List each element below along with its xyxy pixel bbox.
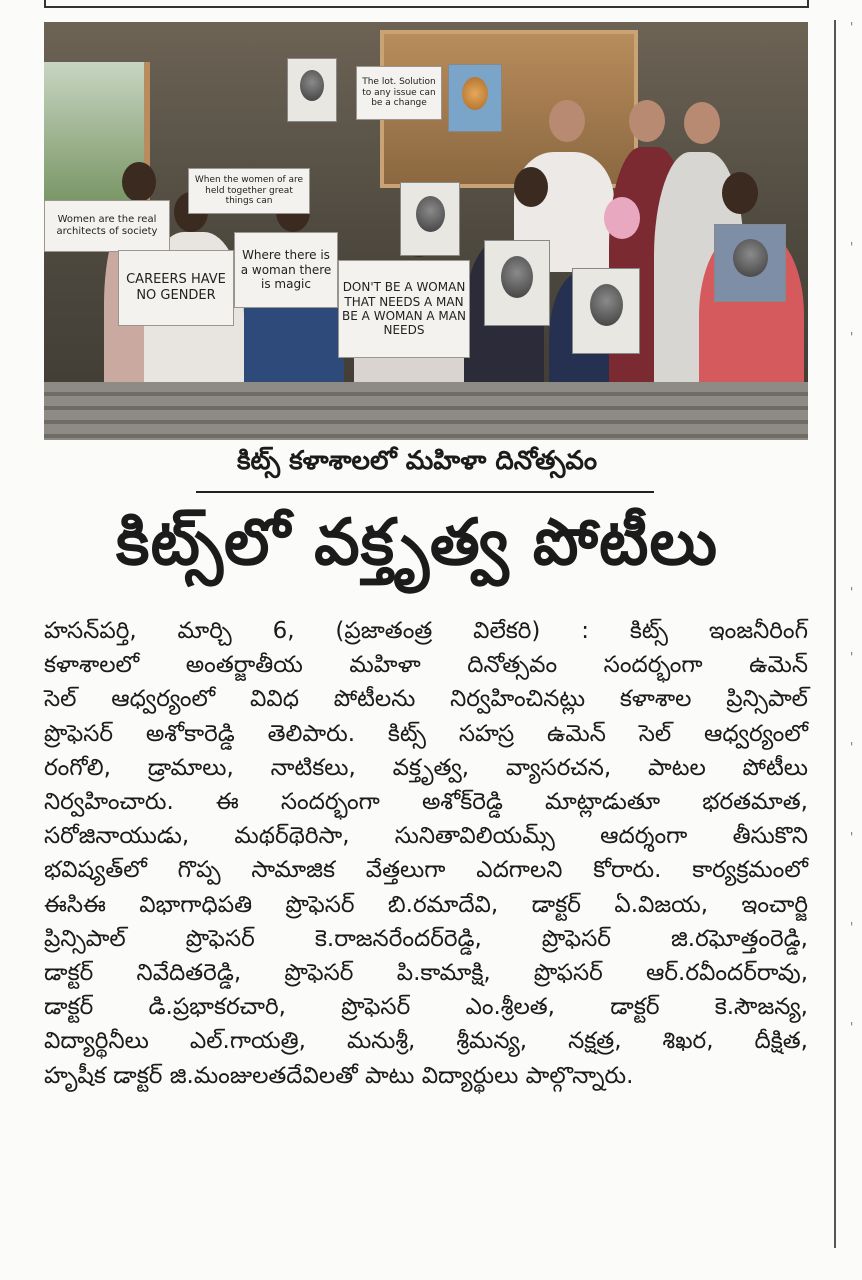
- article-line: ఈసిఈ విభాగాధిపతి ప్రొఫెసర్ బి.రమాదేవి, డాక్టర్ ఏ.విజయ, ఇంచార్జి: [44, 891, 808, 918]
- photo-portrait: [714, 224, 786, 302]
- adjacent-column-fragment: ' ' ' ' ' ' ' ' ': [850, 20, 854, 1034]
- photo-placard: When the women of are held together great things can: [188, 168, 310, 214]
- photo-placard: DON'T BE A WOMAN THAT NEEDS A MAN BE A WOMAN A MAN NEEDS: [338, 260, 470, 358]
- article-line: భవిష్యత్‌లో గొప్ప సామాజిక వేత్తలుగా ఎదగాలని కోరారు. కార్యక్రమంలో: [44, 857, 808, 884]
- kicker-subheading: కిట్స్ కళాశాలలో మహిళా దినోత్సవం: [236, 446, 598, 476]
- news-photo: [44, 22, 808, 440]
- article-line: సెల్ ఆధ్వర్యంలో వివిధ పోటీలను నిర్వహించినట్లు కళాశాల ప్రిన్సిపాల్: [44, 686, 808, 713]
- photo-face: [604, 197, 640, 239]
- article-line: ప్రిన్సిపాల్ ప్రొఫెసర్ కె.రాజనరేందర్‌రెడ్డి, ప్రొఫెసర్ జి.రఘోత్తంరెడ్డి,: [44, 925, 808, 952]
- article-line: విద్యార్థినీలు ఎల్.గాయత్రి, మనుశ్రీ, శ్రీమన్య, నక్షత్ర, శిఖర, దీక్షిత,: [44, 1028, 808, 1055]
- article-line: డాక్టర్ నివేదితరెడ్డి, ప్రొఫెసర్ పి.కామాక్షి, ప్రొఫసర్ ఆర్.రవీందర్‌రావు,: [44, 960, 808, 987]
- article-line: హసన్‌పర్తి, మార్చి 6, (ప్రజాతంత్ర విలేకరి) : కిట్స్ ఇంజనీరింగ్: [44, 618, 808, 644]
- article-line: డాక్టర్ డి.ప్రభాకరచారి, ప్రొఫెసర్ ఎం.శ్రీలత, డాక్టర్ కె.సౌజన్య,: [44, 994, 808, 1021]
- article-line: హృషీక డాక్టర్ జి.మంజులతదేవిలతో పాటు విద్యార్థులు పాల్గొన్నారు.: [44, 1062, 634, 1089]
- photo-placard: The lot. Solution to any issue can be a change: [356, 66, 442, 120]
- photo-portrait: [287, 58, 337, 122]
- photo-portrait: [448, 64, 502, 132]
- photo-portrait: [484, 240, 550, 326]
- photo-stairs: [44, 382, 808, 440]
- column-divider: [834, 20, 836, 1248]
- headline: కిట్స్‌లో వక్తృత్వ పోటీలు: [116, 506, 718, 580]
- photo-portrait: [400, 182, 460, 256]
- kicker-underline: [196, 491, 654, 493]
- photo-face: [549, 100, 585, 142]
- top-column-border: [44, 0, 809, 8]
- photo-placard: Women are the real architects of society: [44, 200, 170, 252]
- article-line: నిర్వహించారు. ఈ సందర్భంగా అశోక్‌రెడ్డి మాట్లాడుతూ భరతమాత,: [44, 789, 808, 816]
- article-line: రంగోలి, డ్రామాలు, నాటికలు, వక్తృత్వ, వ్యాసరచన, పాటల పోటీలు: [44, 754, 808, 781]
- photo-face: [122, 162, 156, 202]
- article-line: ప్రొఫెసర్ అశోకారెడ్డి తెలిపారు. కిట్స్ సహస్ర ఉమెన్ సెల్ ఆధ్వర్యంలో: [44, 720, 808, 747]
- photo-face: [629, 100, 665, 142]
- photo-placard: CAREERS HAVE NO GENDER: [118, 250, 234, 326]
- article-line: సరోజినాయుడు, మథర్‌థెరిసా, సునితావిలియమ్స్ ఆదర్శంగా తీసుకొని: [44, 823, 808, 850]
- photo-face: [514, 167, 548, 207]
- photo-face: [722, 172, 758, 214]
- photo-portrait: [572, 268, 640, 354]
- photo-face: [684, 102, 720, 144]
- article-line: కళాశాలలో అంతర్జాతీయ మహిళా దినోత్సవం సందర్భంగా ఉమెన్: [44, 652, 808, 679]
- photo-placard: Where there is a woman there is magic: [234, 232, 338, 308]
- article-body: [44, 614, 808, 1093]
